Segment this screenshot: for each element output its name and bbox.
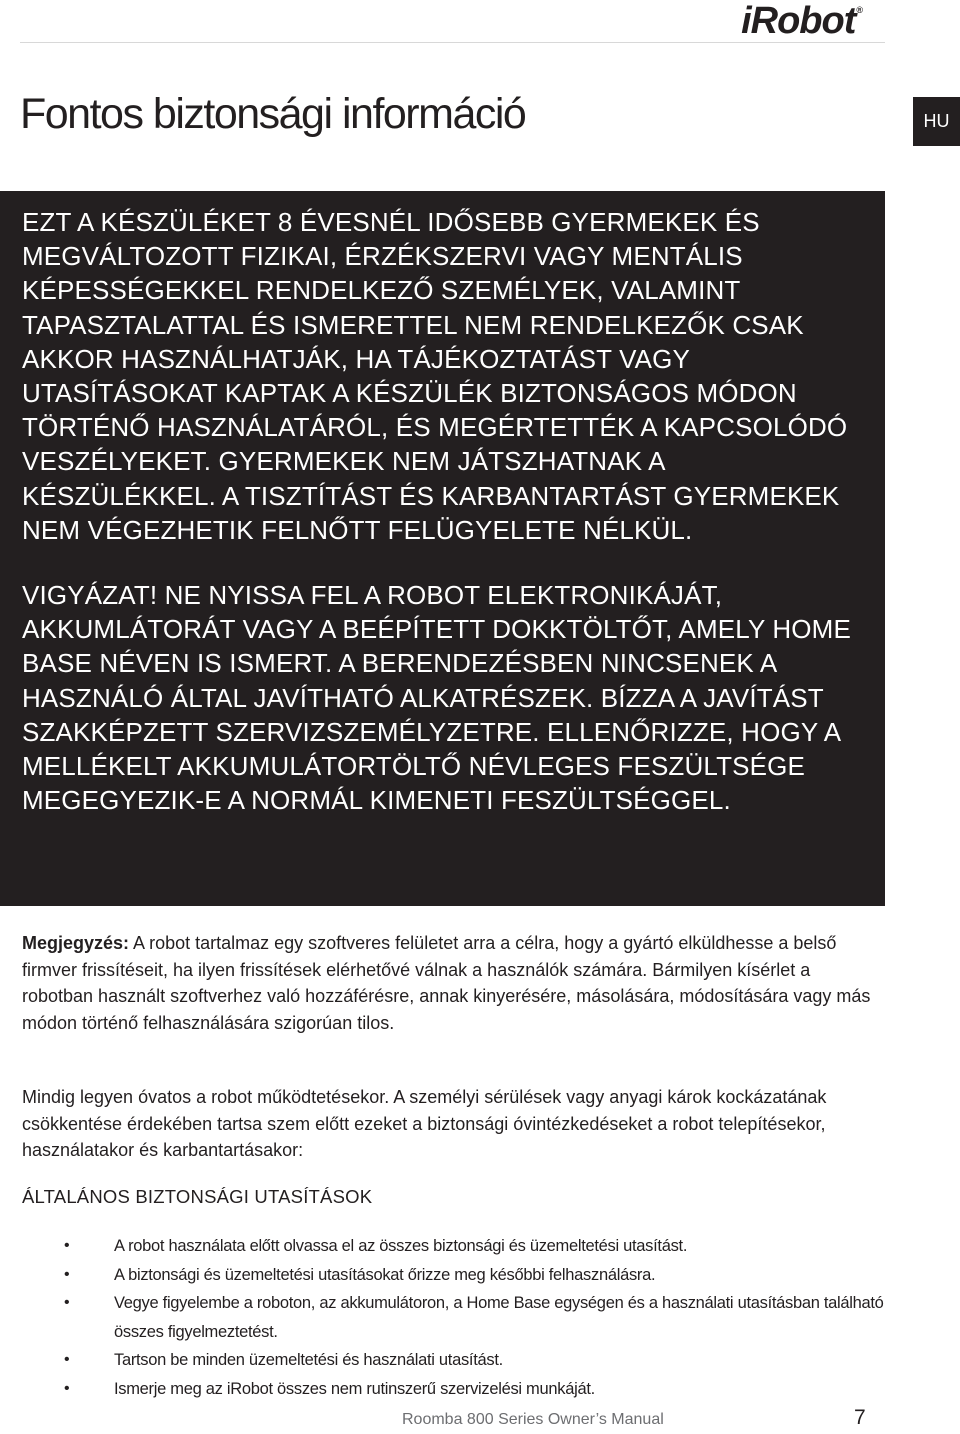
header-divider [20,42,885,43]
safety-instructions-list [0,1232,900,1403]
irobot-logo: iRobot® [741,0,862,42]
page-number: 7 [854,1406,866,1429]
warning-box [0,191,885,906]
page-title: Fontos biztonsági információ [20,90,526,138]
bullet-icon: • [64,1265,70,1283]
section-heading: ÁLTALÁNOS BIZTONSÁGI UTASÍTÁSOK [22,1186,373,1207]
bullet-icon: • [64,1237,70,1254]
list-item: • A robot használata előtt olvassa el az összes biztonsági és üzemeltetési utasítást. [0,1232,900,1261]
warning-paragraph-caution: VIGYÁZAT! NE NYISSA FEL A ROBOT ELEKTRONIKÁJÁT, AKKUMLÁTORÁT VAGY A BEÉPÍTETT DOKKTÖLTŐT, AMELY HOME BASE NÉVEN IS ISMERT. A BERENDEZÉSBEN NINCSENEK A HASZNÁLÓ ÁLTAL JAVÍTHATÓ ALKATRÉSZEK. BÍZZA A JAVÍTÁST SZAKKÉPZETT SZERVIZSZEMÉLYZETRE. ELLENŐRIZZE, HOGY A MELLÉKELT AKKUMULÁTORTÖLTŐ NÉVLEGES FESZÜLTSÉGE MEGEGYEZIK-E A NORMÁL KIMENETI FESZÜLTSÉGGEL. [22,580,851,816]
language-tab: HU [913,97,960,146]
list-item: • Tartson be minden üzemeltetési és használati utasítást. [0,1346,900,1375]
software-note [22,930,882,1036]
note-text: A robot tartalmaz egy szoftveres felületet arra a célra, hogy a gyártó elküldhesse a belső firmver frissítéseit, ha ilyen frissítések elérhetővé válnak a használók számára. Bármilyen kísérlet a robotban használt szoftverhez való hozzáférésre, annak kinyerésére, másolására, módosítására vagy más módon történő felhasználására szigorúan tilos. [22,933,871,1033]
list-item: • A biztonsági és üzemeltetési utasításokat őrizze meg későbbi felhasználásra. [0,1261,900,1290]
footer-manual-name: Roomba 800 Series Owner’s Manual [402,1411,664,1428]
warning-paragraph-age: EZT A KÉSZÜLÉKET 8 ÉVESNÉL IDŐSEBB GYERMEKEK ÉS MEGVÁLTOZOTT FIZIKAI, ÉRZÉKSZERVI VAGY MENTÁLIS KÉPESSÉGEKKEL RENDELKEZŐ SZEMÉLYEK, VALAMINT TAPASZTALATTAL ÉS ISMERETTEL NEM RENDELKEZŐK CSAK AKKOR HASZNÁLHATJÁK, HA TÁJÉKOZTATÁST VAGY UTASÍTÁSOKAT KAPTAK A KÉSZÜLÉK BIZTONSÁGOS MÓDON TÖRTÉNŐ HASZNÁLATÁRÓL, ÉS MEGÉRTETTÉK A KAPCSOLÓDÓ VESZÉLYEKET. GYERMEKEK NEM JÁTSZHATNAK A KÉSZÜLÉKKEL. A TISZTÍTÁST ÉS KARBANTARTÁST GYERMEKEK NEM VÉGEZHETIK FELNŐTT FELÜGYELETE NÉLKÜL. [22,207,848,545]
bullet-icon: • [64,1379,70,1397]
list-item: • Ismerje meg az iRobot összes nem rutinszerű szervizelési munkáját. [0,1375,900,1404]
caution-paragraph: Mindig legyen óvatos a robot működtetésekor. A személyi sérülések vagy anyagi károk kockázatának csökkentése érdekében tartsa szem előtt ezeket a biztonsági óvintézkedéseket a robot telepítésekor, használatakor és karbantartásakor: [22,1087,827,1160]
bullet-icon: • [64,1294,70,1311]
bullet-icon: • [64,1351,70,1368]
list-item: • Vegye figyelembe a roboton, az akkumulátoron, a Home Base egységen és a használati utasításban található összes figyelmeztetést. [0,1289,900,1346]
note-label: Megjegyzés: [22,933,130,953]
